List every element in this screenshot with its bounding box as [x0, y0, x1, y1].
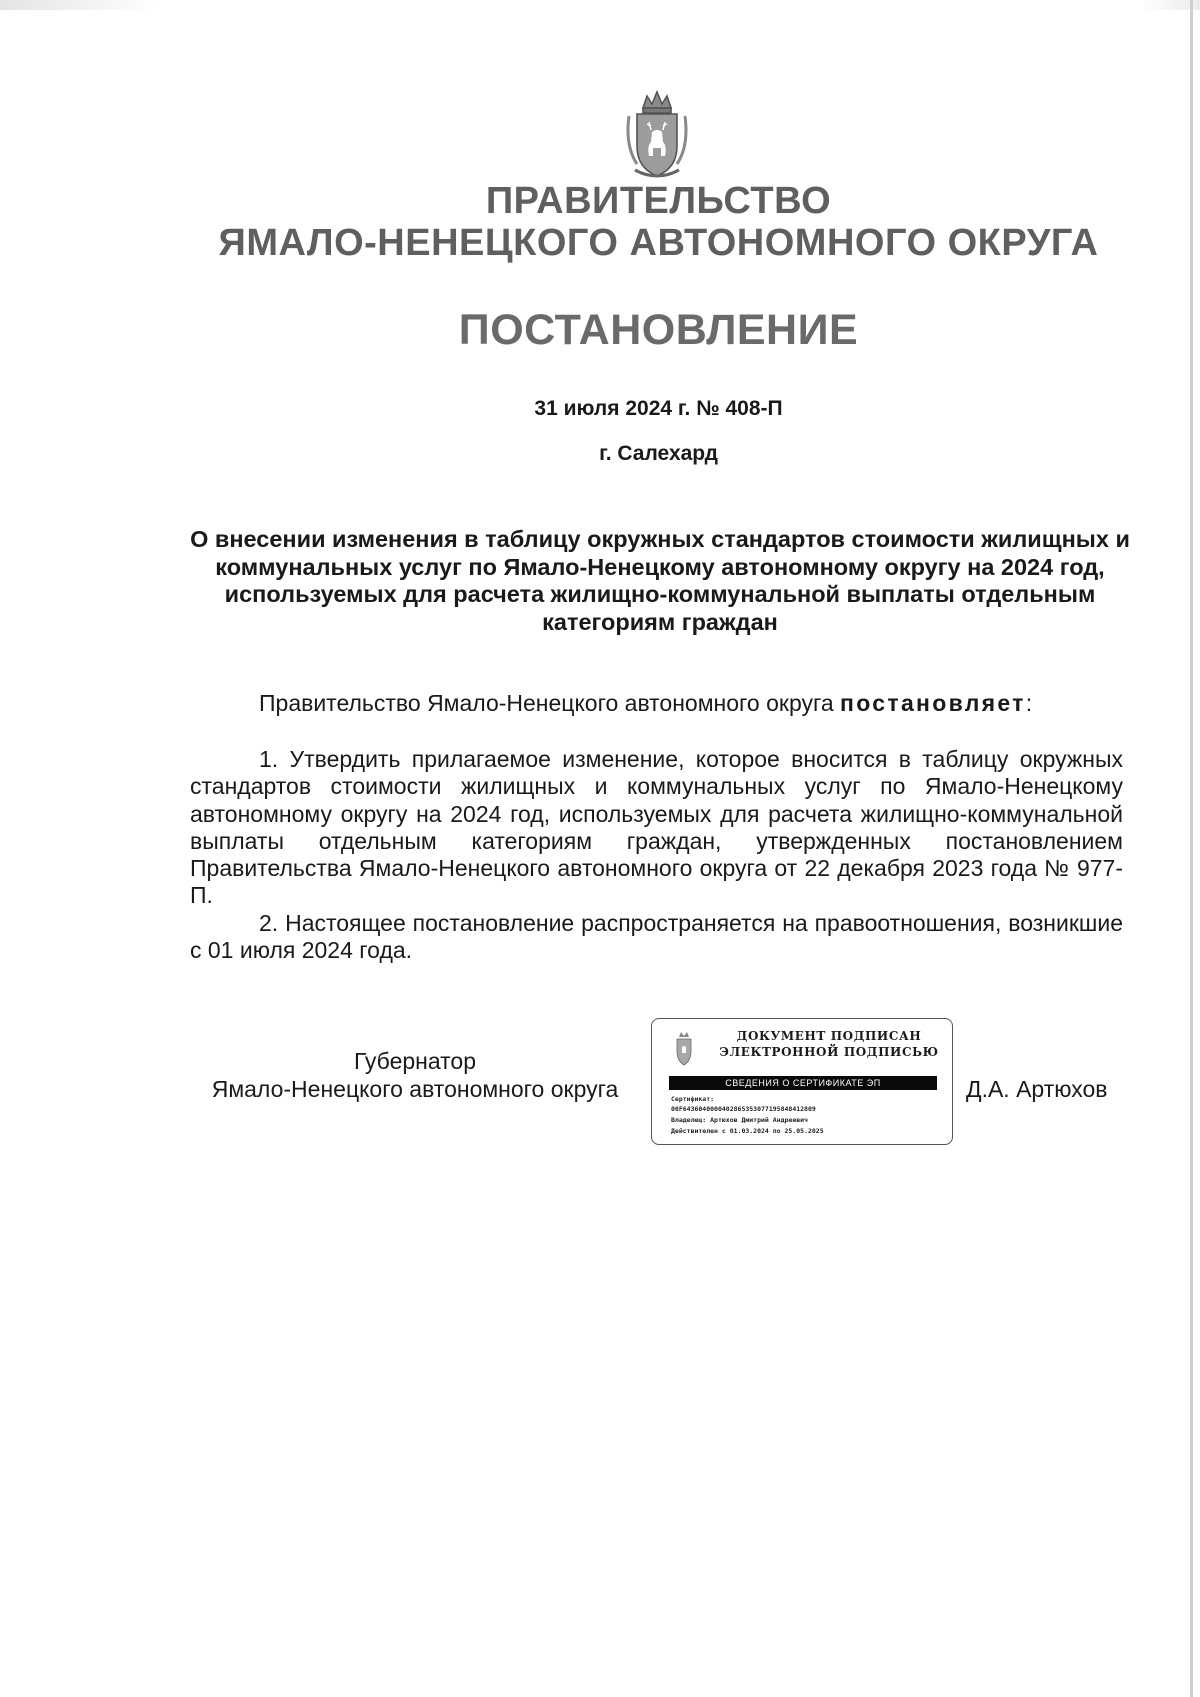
date-number: 31 июля 2024 г. № 408-П — [534, 397, 783, 420]
city: г. Салехард — [599, 442, 718, 465]
stamp-cert-number: 00F6436040000402865353077195848412809 — [671, 1105, 816, 1113]
stamp-title-line1: ДОКУМЕНТ ПОДПИСАН — [736, 1029, 922, 1043]
electronic-signature-stamp — [651, 1018, 953, 1145]
signer-name: Д.А. Артюхов — [966, 1076, 1108, 1102]
yanao-coat-of-arms-small-icon — [672, 1031, 696, 1067]
scan-edge-top — [0, 0, 1200, 10]
stamp-cert-label: Сертификат: — [671, 1095, 715, 1103]
preamble — [259, 690, 1032, 717]
position-line1: Губернатор — [353, 1048, 477, 1074]
stamp-validity: Действителен с 01.03.2024 по 25.05.2025 — [671, 1127, 824, 1135]
preamble-suffix: : — [1025, 690, 1033, 716]
preamble-prefix: Правительство Ямало-Ненецкого автономного округа — [259, 690, 841, 716]
stamp-certificate-bar: СВЕДЕНИЯ О СЕРТИФИКАТЕ ЭП — [669, 1076, 937, 1090]
org-name-line2: ЯМАЛО-НЕНЕЦКОГО АВТОНОМНОГО ОКРУГА — [218, 222, 1099, 264]
document-title: О внесении изменения в таблицу окружных стандартов стоимости жилищных и коммунальных услуг по Ямало-Ненецкому автономному округу на 2024 год, используемых для расчета жилищно-коммунальной выплаты отдельным категориям граждан — [190, 526, 1130, 635]
stamp-title-line2: ЭЛЕКТРОННОЙ ПОДПИСЬЮ — [719, 1044, 939, 1059]
signatory-position — [190, 1047, 640, 1103]
position-line2: Ямало-Ненецкого автономного округа — [211, 1076, 619, 1102]
stamp-title — [716, 1029, 942, 1060]
org-name-line1: ПРАВИТЕЛЬСТВО — [485, 180, 832, 222]
document-type: ПОСТАНОВЛЕНИЕ — [458, 306, 859, 354]
paragraph-2: 2. Настоящее постановление распространяется на правоотношения, возникшие с 01 июля 2024 года. — [190, 910, 1123, 964]
stamp-owner: Владелец: Артюхов Дмитрий Андреевич — [671, 1116, 808, 1124]
paragraph-1: 1. Утвердить прилагаемое изменение, которое вносится в таблицу окружных стандартов стоимости жилищных и коммунальных услуг по Ямало-Ненецкому автономному округу на 2024 год, используемых для расчета жилищно-коммунальной выплаты отдельным категориям граждан, утвержденных постановлением Правительства Ямало-Ненецкого автономного округа от 22 декабря 2023 года № 977-П. — [190, 746, 1123, 909]
yanao-coat-of-arms-icon — [621, 86, 693, 182]
preamble-decree: постановляет — [840, 690, 1026, 716]
